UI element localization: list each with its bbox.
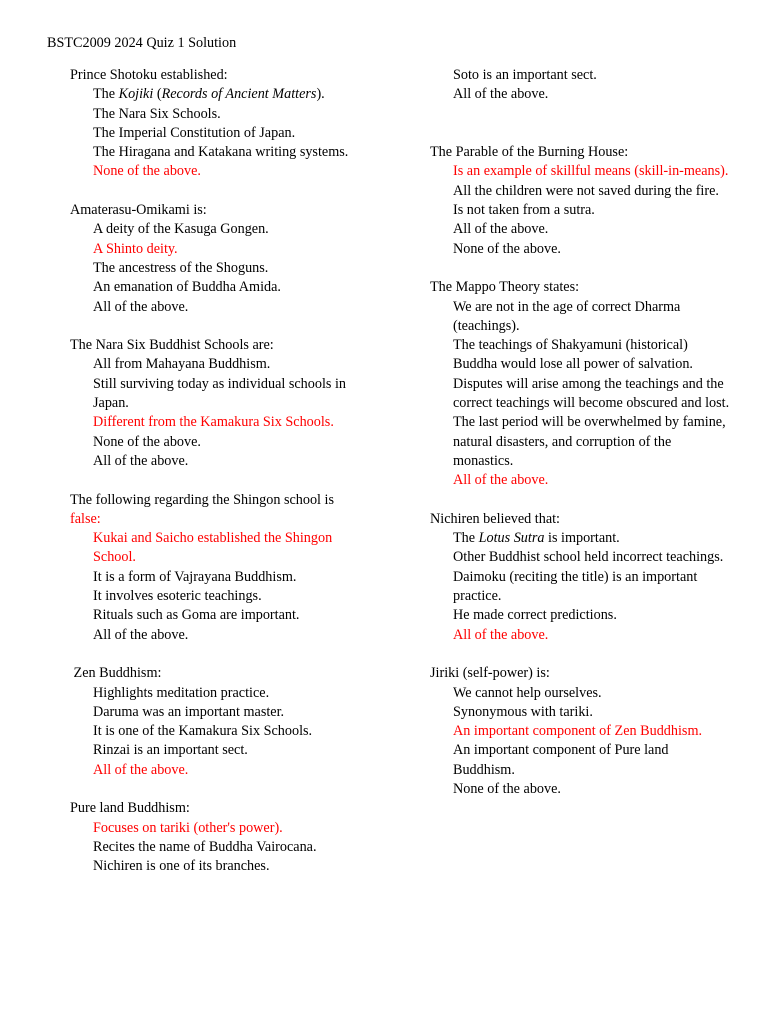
answer-option: Daimoku (reciting the title) is an important practice. [453, 568, 698, 605]
answer-option: It is one of the Kamakura Six Schools. [93, 723, 313, 740]
question-jiriki [430, 664, 730, 799]
answer-option: The Hiragana and Katakana writing systems. [93, 144, 349, 161]
answer-option: A deity of the Kasuga Gongen. [93, 221, 269, 238]
question-stem: The Parable of the Burning House: [430, 144, 629, 161]
question-nara-six-schools [70, 336, 370, 471]
answer-option: All of the above. [93, 298, 189, 315]
answer-option: We are not in the age of correct Dharma (teachings). [453, 298, 681, 334]
question-shingon [70, 491, 370, 645]
answer-option: Rituals such as Goma are important. [93, 607, 300, 624]
left-column [70, 66, 370, 896]
correct-answer-option: All of the above. [453, 626, 549, 643]
answer-option: Is not taken from a sutra. [453, 202, 595, 219]
answer-option: The Imperial Constitution of Japan. [93, 124, 296, 141]
answer-option: All of the above. [93, 452, 189, 469]
question-stem: Nichiren believed that: [430, 510, 561, 527]
question-stem: Jiriki (self-power) is: [430, 665, 550, 682]
answer-option: None of the above. [453, 240, 561, 257]
answer-option: Synonymous with tariki. [453, 703, 593, 720]
answer-option: Disputes will arise among the teachings and the correct teachings will become obscured and lost. [453, 375, 730, 412]
answer-option [430, 529, 730, 548]
answer-option: An emanation of Buddha Amida. [93, 279, 281, 296]
answer-option: Still surviving today as individual schools in Japan. [93, 375, 347, 412]
answer-option-text: The Kojiki (Records of Ancient Matters). [93, 86, 325, 103]
question-mappo-theory [430, 278, 730, 490]
correct-answer-option: Kukai and Saicho established the Shingon School. [93, 530, 333, 566]
answer-option: Other Buddhist school held incorrect teachings. [453, 549, 724, 566]
answer-option: It involves esoteric teachings. [93, 588, 262, 605]
correct-answer-option: None of the above. [93, 163, 201, 180]
correct-answer-option: All of the above. [93, 761, 189, 778]
answer-option: All of the above. [453, 221, 549, 238]
answer-option: All of the above. [93, 626, 189, 643]
correct-answer-option: Focuses on tariki (other's power). [93, 819, 283, 836]
question-zen [70, 664, 370, 780]
question-stem: The following regarding the Shingon school is [70, 491, 335, 508]
answer-option: The last period will be overwhelmed by famine, natural disasters, and corruption of the monastics. [453, 414, 726, 469]
question-burning-house [430, 143, 730, 259]
answer-option: It is a form of Vajrayana Buddhism. [93, 568, 297, 585]
question-prince-shotoku [70, 66, 370, 182]
question-stem: The Mappo Theory states: [430, 279, 580, 296]
answer-option: The teachings of Shakyamuni (historical) Buddha would lose all power of salvation. [453, 337, 693, 373]
correct-answer-option: All of the above. [453, 472, 549, 489]
answer-option: All the children were not saved during the fire. [453, 182, 719, 199]
question-stem: Pure land Buddhism: [70, 800, 190, 817]
correct-answer-option: A Shinto deity. [93, 240, 178, 257]
question-stem-tail: false: [70, 510, 101, 527]
answer-option [70, 85, 370, 104]
question-stem: Amaterasu-Omikami is: [70, 202, 207, 219]
question-stem: Zen Buddhism: [70, 665, 162, 682]
question-nichiren [430, 510, 730, 645]
answer-option: The ancestress of the Shoguns. [93, 259, 269, 276]
correct-answer-option: Different from the Kamakura Six Schools. [93, 414, 334, 431]
answer-option: Recites the name of Buddha Vairocana. [93, 838, 317, 855]
question-stem: The Nara Six Buddhist Schools are: [70, 337, 274, 354]
answer-option: Nichiren is one of its branches. [93, 858, 270, 875]
question-amaterasu [70, 201, 370, 317]
question-pure-land [70, 799, 370, 876]
question-stem: Prince Shotoku established: [70, 67, 228, 83]
answer-option: We cannot help ourselves. [453, 684, 602, 701]
question-pure-land-continued [430, 66, 730, 105]
answer-option: An important component of Pure land Buddhism. [453, 742, 669, 778]
answer-option: Soto is an important sect. [453, 67, 597, 83]
answer-option-text: The Lotus Sutra is important. [453, 530, 620, 547]
document-title: BSTC2009 2024 Quiz 1 Solution [47, 35, 237, 51]
correct-answer-option: An important component of Zen Buddhism. [453, 723, 703, 740]
answer-option: All from Mahayana Buddhism. [93, 356, 271, 373]
answer-option: None of the above. [93, 433, 201, 450]
answer-option: Rinzai is an important sect. [93, 742, 248, 759]
answer-option: He made correct predictions. [453, 607, 617, 624]
answer-option: Daruma was an important master. [93, 703, 285, 720]
answer-option: The Nara Six Schools. [93, 105, 221, 122]
spacer [430, 124, 730, 143]
answer-option: None of the above. [453, 780, 561, 797]
right-column [430, 66, 730, 819]
answer-option: All of the above. [453, 86, 549, 103]
answer-option: Highlights meditation practice. [93, 684, 270, 701]
correct-answer-option: Is an example of skillful means (skill-in-means). [453, 163, 729, 180]
